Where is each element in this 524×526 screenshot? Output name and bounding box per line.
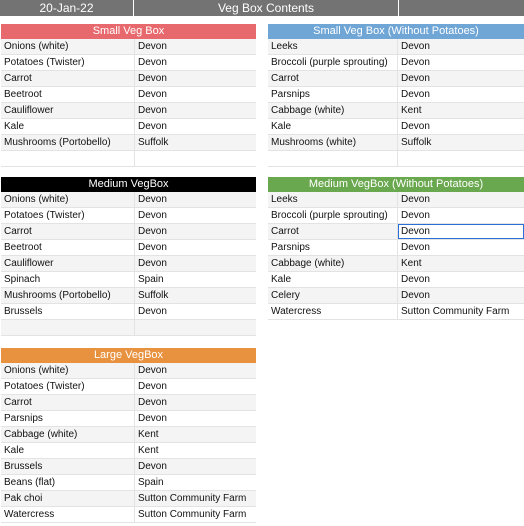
origin-cell[interactable]: Devon: [401, 274, 430, 285]
table-row: [268, 304, 524, 320]
origin-cell[interactable]: Spain: [138, 477, 164, 488]
item-cell[interactable]: Broccoli (purple sprouting): [268, 55, 398, 70]
item-cell[interactable]: Carrot: [268, 224, 398, 239]
item-cell[interactable]: Broccoli (purple sprouting): [268, 208, 398, 223]
item-cell[interactable]: Parsnips: [268, 87, 398, 102]
origin-cell[interactable]: Sutton Community Farm: [138, 509, 247, 520]
origin-cell[interactable]: Spain: [138, 274, 164, 285]
table-row: [1, 192, 256, 208]
small-veg-box-header[interactable]: Small Veg Box: [1, 24, 256, 39]
origin-cell[interactable]: Devon: [401, 73, 430, 84]
table-row: [1, 304, 256, 320]
origin-cell[interactable]: [135, 320, 256, 335]
origin-cell[interactable]: Devon: [401, 290, 430, 301]
origin-cell[interactable]: Kent: [138, 445, 159, 456]
table-row: [268, 208, 524, 224]
table-row: [1, 395, 256, 411]
table-row: [1, 411, 256, 427]
small-veg-box-table: [1, 24, 256, 167]
origin-cell[interactable]: Devon: [138, 365, 167, 376]
table-row: [268, 87, 524, 103]
table-row: [1, 71, 256, 87]
item-cell[interactable]: Pak choi: [1, 491, 135, 506]
origin-cell[interactable]: Devon: [138, 381, 167, 392]
medium-vegbox-header[interactable]: Medium VegBox: [1, 177, 256, 192]
origin-cell[interactable]: Devon: [138, 226, 167, 237]
origin-cell[interactable]: Devon: [138, 461, 167, 472]
origin-cell[interactable]: Devon: [401, 210, 430, 221]
item-cell[interactable]: [1, 151, 135, 166]
table-row: [268, 224, 524, 240]
item-cell[interactable]: Watercress: [1, 507, 135, 522]
origin-cell[interactable]: Suffolk: [138, 290, 169, 301]
medium-vegbox-table: [1, 177, 256, 336]
origin-cell[interactable]: Devon: [138, 121, 167, 132]
medium-vegbox-no-potatoes-header[interactable]: Medium VegBox (Without Potatoes): [268, 177, 524, 192]
item-cell[interactable]: [1, 320, 135, 335]
item-cell[interactable]: Onions (white): [1, 192, 135, 207]
origin-cell[interactable]: Devon: [138, 57, 167, 68]
item-cell[interactable]: Cabbage (white): [268, 256, 398, 271]
table-row: [1, 55, 256, 71]
item-cell[interactable]: Spinach: [1, 272, 135, 287]
table-row: [1, 427, 256, 443]
table-row: [268, 55, 524, 71]
table-row: [1, 208, 256, 224]
table-row: [268, 151, 524, 167]
origin-cell[interactable]: Devon: [138, 397, 167, 408]
origin-cell[interactable]: Devon: [401, 89, 430, 100]
item-cell[interactable]: Cabbage (white): [268, 103, 398, 118]
item-cell[interactable]: Potatoes (Twister): [1, 55, 135, 70]
origin-cell[interactable]: Devon: [401, 121, 430, 132]
origin-cell[interactable]: Devon: [138, 242, 167, 253]
large-vegbox-table: [1, 348, 256, 523]
small-veg-box-no-potatoes-table: [268, 24, 524, 167]
item-cell[interactable]: Onions (white): [1, 39, 135, 54]
item-cell[interactable]: Beetroot: [1, 87, 135, 102]
origin-cell[interactable]: Suffolk: [138, 137, 169, 148]
item-cell[interactable]: Kale: [1, 443, 135, 458]
item-cell[interactable]: Mushrooms (Portobello): [1, 135, 135, 150]
small-veg-box-no-potatoes-header[interactable]: Small Veg Box (Without Potatoes): [268, 24, 524, 39]
selected-origin-cell[interactable]: Devon: [398, 224, 524, 239]
item-cell[interactable]: Carrot: [1, 395, 135, 410]
medium-vegbox-no-potatoes-table: [268, 177, 524, 320]
item-cell[interactable]: Parsnips: [1, 411, 135, 426]
item-cell[interactable]: Watercress: [268, 304, 398, 319]
table-row: [1, 272, 256, 288]
origin-cell[interactable]: Suffolk: [401, 137, 432, 148]
item-cell[interactable]: Beans (flat): [1, 475, 135, 490]
item-cell[interactable]: Carrot: [268, 71, 398, 86]
table-row: [1, 507, 256, 523]
table-row: [268, 39, 524, 55]
origin-cell[interactable]: Devon: [138, 210, 167, 221]
item-cell[interactable]: Mushrooms (Portobello): [1, 288, 135, 303]
table-row: [1, 443, 256, 459]
table-row: [268, 256, 524, 272]
item-cell[interactable]: Potatoes (Twister): [1, 208, 135, 223]
table-row: [1, 119, 256, 135]
item-cell[interactable]: Parsnips: [268, 240, 398, 255]
origin-cell[interactable]: Devon: [138, 258, 167, 269]
table-row: [1, 135, 256, 151]
table-row: [1, 151, 256, 167]
table-row: [268, 192, 524, 208]
sheet-title-cell[interactable]: Veg Box Contents: [134, 0, 399, 16]
origin-cell[interactable]: Devon: [138, 89, 167, 100]
item-cell[interactable]: Leeks: [268, 39, 398, 54]
table-row: [1, 320, 256, 336]
origin-cell[interactable]: Kent: [138, 429, 159, 440]
origin-cell[interactable]: Kent: [401, 258, 422, 269]
item-cell[interactable]: [268, 151, 398, 166]
item-cell[interactable]: Beetroot: [1, 240, 135, 255]
table-row: [268, 135, 524, 151]
date-cell[interactable]: 20-Jan-22: [0, 0, 134, 16]
table-row: [1, 87, 256, 103]
origin-cell[interactable]: Kent: [401, 105, 422, 116]
origin-cell[interactable]: Devon: [138, 105, 167, 116]
origin-cell[interactable]: Sutton Community Farm: [401, 306, 510, 317]
table-row: [1, 39, 256, 55]
item-cell[interactable]: Kale: [1, 119, 135, 134]
origin-cell[interactable]: Devon: [401, 194, 430, 205]
table-row: [1, 224, 256, 240]
origin-cell[interactable]: Devon: [138, 413, 167, 424]
sheet-header-bar: [0, 0, 524, 16]
item-cell[interactable]: Carrot: [1, 224, 135, 239]
item-cell[interactable]: Cauliflower: [1, 256, 135, 271]
origin-cell[interactable]: Devon: [138, 41, 167, 52]
origin-cell[interactable]: [135, 151, 256, 166]
table-row: [1, 363, 256, 379]
origin-cell[interactable]: [398, 151, 524, 166]
origin-cell[interactable]: Devon: [138, 73, 167, 84]
large-vegbox-header[interactable]: Large VegBox: [1, 348, 256, 363]
table-row: [268, 288, 524, 304]
table-row: [268, 71, 524, 87]
table-row: [1, 491, 256, 507]
table-row: [1, 240, 256, 256]
item-cell[interactable]: Kale: [268, 272, 398, 287]
table-row: [1, 103, 256, 119]
item-cell[interactable]: Brussels: [1, 304, 135, 319]
table-row: [268, 119, 524, 135]
item-cell[interactable]: Cabbage (white): [1, 427, 135, 442]
table-row: [1, 379, 256, 395]
origin-cell[interactable]: Devon: [401, 242, 430, 253]
origin-cell[interactable]: Devon: [138, 194, 167, 205]
table-row: [268, 272, 524, 288]
item-cell[interactable]: Carrot: [1, 71, 135, 86]
empty-header-cell[interactable]: [399, 0, 524, 16]
table-row: [268, 240, 524, 256]
table-row: [268, 103, 524, 119]
item-cell[interactable]: Brussels: [1, 459, 135, 474]
item-cell[interactable]: Leeks: [268, 192, 398, 207]
item-cell[interactable]: Onions (white): [1, 363, 135, 378]
item-cell[interactable]: Cauliflower: [1, 103, 135, 118]
item-cell[interactable]: Celery: [268, 288, 398, 303]
origin-cell[interactable]: Sutton Community Farm: [138, 493, 247, 504]
origin-cell[interactable]: Devon: [401, 41, 430, 52]
table-row: [1, 256, 256, 272]
table-row: [1, 288, 256, 304]
item-cell[interactable]: Kale: [268, 119, 398, 134]
table-row: [1, 475, 256, 491]
origin-cell[interactable]: Devon: [138, 306, 167, 317]
origin-cell[interactable]: Devon: [401, 57, 430, 68]
table-row: [1, 459, 256, 475]
item-cell[interactable]: Potatoes (Twister): [1, 379, 135, 394]
item-cell[interactable]: Mushrooms (white): [268, 135, 398, 150]
